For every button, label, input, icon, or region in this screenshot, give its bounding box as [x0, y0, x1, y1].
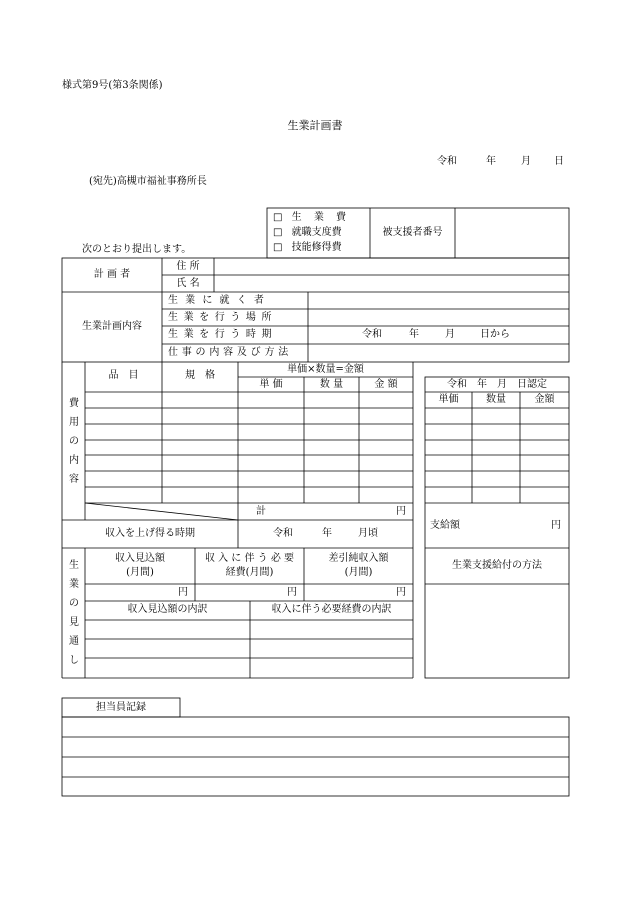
- approval-unit-price: 単価: [438, 394, 459, 405]
- payment-unit: 円: [551, 520, 561, 531]
- net-income-sub: (月間): [344, 567, 373, 578]
- plan-label: 生業計画内容: [82, 321, 142, 332]
- payment-label: 支給額: [430, 520, 460, 531]
- spec-header: 規 格: [185, 370, 215, 381]
- expense-breakdown-label: 収入に伴う必要経費の内訳: [271, 604, 392, 615]
- income-year: 年: [322, 528, 332, 539]
- item-header: 品 目: [108, 370, 139, 381]
- address-field[interactable]: [216, 260, 566, 274]
- form-number: 様式第9号(第3条関係): [62, 80, 163, 91]
- date-month: 月: [521, 156, 531, 167]
- date-day: 日: [554, 156, 564, 167]
- plan-row-person: 生 業 に 就 く 者: [168, 295, 266, 306]
- income-breakdown-label: 収入見込額の内訳: [127, 604, 208, 615]
- period-year: 年: [409, 329, 419, 340]
- plan-method-field[interactable]: [310, 346, 566, 360]
- total-label: 計: [256, 506, 266, 517]
- payment-method-field[interactable]: [428, 587, 566, 675]
- planner-label: 計 画 者: [93, 269, 131, 280]
- expected-income-label: 収入見込額: [115, 553, 165, 564]
- plan-row-period: 生 業 を 行 う 時 期: [168, 329, 273, 340]
- addressee: (宛先)高槻市福祉事務所長: [89, 176, 207, 187]
- date-era: 令和: [437, 156, 457, 167]
- name-label: 氏 名: [176, 278, 200, 289]
- checkbox-icon[interactable]: □: [273, 242, 283, 253]
- submit-text: 次のとおり提出します。: [82, 244, 192, 255]
- checkbox-icon[interactable]: □: [273, 212, 283, 223]
- checkbox-job-prep[interactable]: [273, 227, 342, 239]
- expenses-yen: 円: [287, 587, 297, 598]
- income-month: 月頃: [358, 528, 378, 539]
- plan-place-field[interactable]: [310, 311, 566, 325]
- income-era: 令和: [273, 528, 293, 539]
- quantity-header: 数 量: [319, 379, 344, 390]
- payment-method-label: 生業支援給付の方法: [452, 560, 542, 571]
- period-era: 令和: [362, 329, 382, 340]
- expected-income-yen: 円: [178, 587, 188, 598]
- date-year: 年: [486, 156, 496, 167]
- checkbox-label: 生 業 費: [291, 212, 351, 223]
- unit-price-header: 単 価: [259, 379, 283, 390]
- plan-person-field[interactable]: [310, 294, 566, 308]
- plan-row-place: 生 業 を 行 う 場 所: [168, 312, 273, 323]
- formula-header: 単価×数量=金額: [287, 364, 364, 375]
- net-income-label: 差引純収入額: [328, 553, 389, 564]
- outlook-side-label: 生 業 の 見 通 し: [69, 560, 79, 666]
- name-field[interactable]: [216, 277, 566, 291]
- checkbox-label: 就職支度費: [291, 227, 342, 238]
- expenses-label: 収 入 に 伴 う 必 要: [204, 553, 295, 564]
- total-unit: 円: [396, 506, 406, 517]
- staff-record-field[interactable]: [64, 719, 567, 794]
- approval-header: 令和 年 月 日認定: [447, 379, 547, 390]
- expenses-sub: 経費(月間): [225, 567, 274, 578]
- staff-record-label: 担当員記録: [96, 702, 146, 713]
- period-month: 月: [445, 329, 455, 340]
- amount-header: 金 額: [374, 379, 398, 390]
- checkbox-skills[interactable]: [273, 242, 342, 254]
- period-from: 日から: [480, 329, 510, 340]
- recipient-number-label: 被支援者番号: [382, 227, 443, 238]
- checkbox-business[interactable]: [273, 212, 351, 224]
- income-period-label: 収入を上げ得る時期: [105, 528, 195, 539]
- cost-side-label: 費 用 の 内 容: [69, 398, 79, 485]
- net-income-yen: 円: [396, 587, 406, 598]
- recipient-number-field[interactable]: [458, 212, 566, 254]
- expected-income-sub: (月間): [126, 567, 154, 578]
- plan-row-method: 仕 事 の 内 容 及 び 方 法: [168, 347, 289, 358]
- approval-quantity: 数量: [486, 394, 506, 405]
- checkbox-icon[interactable]: □: [273, 227, 283, 238]
- approval-amount: 金額: [534, 394, 555, 405]
- address-label: 住 所: [176, 261, 200, 272]
- checkbox-label: 技能修得費: [291, 242, 342, 253]
- page-title: 生業計画書: [287, 119, 343, 132]
